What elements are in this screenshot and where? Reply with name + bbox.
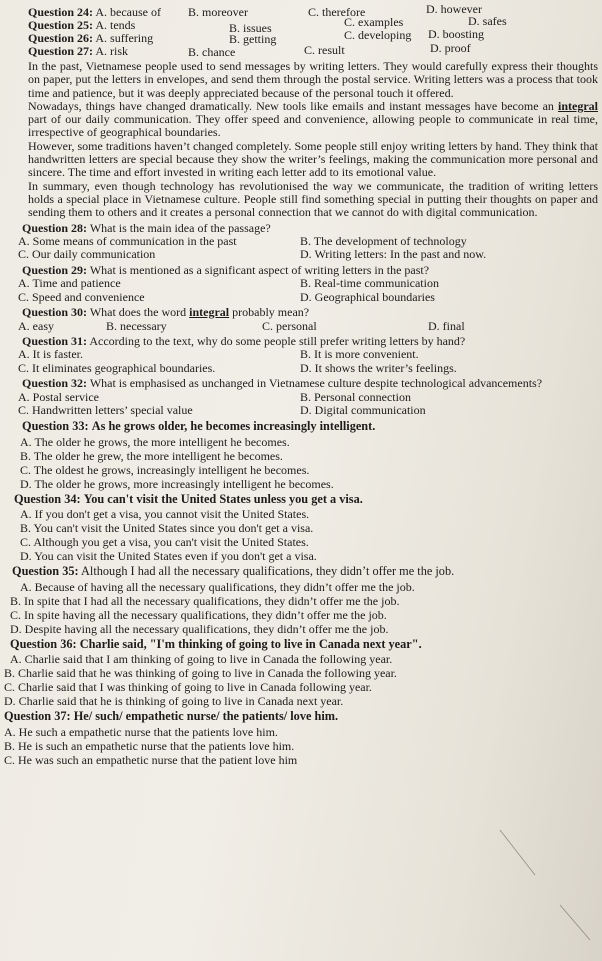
answer-rows bbox=[2, 2, 600, 59]
option-b: B. issues bbox=[229, 21, 272, 35]
question-37-option-c: C. He was such an empathetic nurse that the patient love him bbox=[4, 752, 298, 767]
option-d: D. safes bbox=[468, 14, 507, 28]
question-33-option-c: C. The oldest he grows, increasingly intelligent he becomes. bbox=[20, 462, 310, 477]
option-b: B. The development of technology bbox=[300, 234, 467, 249]
option-c: C. developing bbox=[344, 28, 412, 42]
option-a: A. risk bbox=[95, 44, 129, 58]
question-32-options-cd bbox=[10, 404, 600, 417]
question-33-option-a: A. The older he grows, the more intelligent he becomes. bbox=[20, 434, 290, 449]
option-b: B. Real-time communication bbox=[300, 276, 439, 291]
option-d: D. final bbox=[428, 318, 465, 333]
question-34-option-a: A. If you don't get a visa, you cannot visit the United States. bbox=[20, 507, 310, 522]
question-34-option-c: C. Although you get a visa, you can't visit the United States. bbox=[20, 535, 309, 550]
question-29-options-ab bbox=[10, 277, 600, 290]
exam-content bbox=[0, 2, 602, 961]
option-a: A. tends bbox=[95, 18, 136, 32]
passage-paragraph-3: However, some traditions haven’t changed completely. Some people still enjoy writing letters by hand. They think that handwritten letters are special because they show the writer’s feelings, making the communication more personal and sincere. The time and effort invested in writing each letter add to its emotional value. bbox=[28, 138, 598, 180]
question-37: Question 37: He/ such/ empathetic nurse/ the patients/ love him. bbox=[4, 709, 339, 724]
passage-paragraph-1: In the past, Vietnamese people used to send messages by writing letters. They would carefully express their thoughts on paper, put the letters in envelopes, and send them through the postal service. Writing letters was a process that took time and patience, but it was deeply appreciated because of the personal touch it offered. bbox=[28, 59, 598, 100]
question-37-option-b: B. He is such an empathetic nurse that the patients love him. bbox=[4, 738, 295, 753]
question-label: Question 25: bbox=[28, 18, 94, 32]
question-33: Question 33: As he grows older, he becomes increasingly intelligent. bbox=[22, 419, 376, 434]
question-29: Question 29: What is mentioned as a significant aspect of writing letters in the past? bbox=[22, 262, 430, 277]
option-a: A. Some means of communication in the past bbox=[18, 234, 237, 249]
question-36-option-b: B. Charlie said that he was thinking of going to live in Canada the following year. bbox=[4, 666, 397, 681]
question-28: Question 28: What is the main idea of the passage? bbox=[22, 220, 271, 235]
question-31: Question 31: According to the text, why do some people still prefer writing letters by hand? bbox=[22, 333, 466, 348]
question-36-option-a: A. Charlie said that I am thinking of going to live in Canada the following year. bbox=[10, 652, 393, 667]
question-31-options-ab bbox=[10, 348, 600, 361]
option-c: C. It eliminates geographical boundaries. bbox=[18, 360, 216, 375]
question-33-option-b: B. The older he grew, the more intelligent he becomes. bbox=[20, 448, 283, 463]
option-a: A. Time and patience bbox=[18, 276, 121, 291]
option-a: A. Postal service bbox=[18, 389, 99, 404]
question-36-option-d: D. Charlie said that he is thinking of going to live in Canada next year. bbox=[4, 694, 344, 709]
option-a: A. easy bbox=[18, 318, 54, 333]
passage-paragraph-2: Nowadays, things have changed dramatically. New tools like emails and instant messages have become an integral part of our daily communication. They offer speed and convenience, allowing people to communicate in real time, irrespective of geographical boundaries. bbox=[28, 98, 598, 140]
option-d: D. Digital communication bbox=[300, 402, 426, 417]
question-34: Question 34: You can't visit the United States unless you get a visa. bbox=[14, 491, 363, 506]
option-c: C. personal bbox=[262, 318, 317, 333]
option-d: D. Writing letters: In the past and now. bbox=[300, 247, 487, 262]
question-35-option-a: A. Because of having all the necessary qualifications, they didn’t offer me the job. bbox=[20, 579, 415, 594]
question-label: Question 24: bbox=[28, 5, 94, 19]
option-d: D. Geographical boundaries bbox=[300, 289, 435, 304]
question-37-option-a: A. He such a empathetic nurse that the patients love him. bbox=[4, 724, 278, 739]
option-d: D. boosting bbox=[428, 27, 485, 41]
option-a: A. It is faster. bbox=[18, 347, 83, 362]
question-34-option-d: D. You can visit the United States even if you don't get a visa. bbox=[20, 549, 317, 564]
question-32-options-ab bbox=[10, 391, 600, 404]
question-36-option-c: C. Charlie said that I was thinking of going to live in Canada following year. bbox=[4, 680, 372, 695]
reading-passage bbox=[2, 60, 600, 220]
option-b: B. chance bbox=[188, 45, 236, 59]
passage-paragraph-4: In summary, even though technology has revolutionised the way we communicate, the tradition of writing letters holds a special place in Vietnamese culture. People still find something special in putting their thoughts on paper and sending them to others and it creates a personal connection that we cannot do with digital communication. bbox=[28, 178, 598, 220]
option-b: B. Personal connection bbox=[300, 389, 411, 404]
option-c: C. Our daily communication bbox=[18, 247, 156, 262]
option-c: C. Handwritten letters’ special value bbox=[18, 402, 193, 417]
option-a: A. because of bbox=[95, 5, 161, 19]
question-28-options-ab bbox=[10, 235, 600, 248]
option-d: D. It shows the writer’s feelings. bbox=[300, 360, 457, 375]
option-b: B. It is more convenient. bbox=[300, 347, 419, 362]
question-label: Question 26: bbox=[28, 31, 94, 45]
question-label: Question 27: bbox=[28, 44, 94, 58]
question-30: Question 30: What does the word integral probably mean? bbox=[22, 304, 310, 319]
option-c: C. examples bbox=[344, 15, 404, 29]
question-32: Question 32: What is emphasised as unchanged in Vietnamese culture despite technological advancements? bbox=[22, 376, 543, 391]
option-b: B. getting bbox=[229, 32, 277, 46]
option-b: B. necessary bbox=[106, 318, 167, 333]
option-c: C. result bbox=[304, 43, 345, 57]
question-36: Question 36: Charlie said, "I'm thinking of going to live in Canada next year". bbox=[10, 636, 422, 651]
questions-section bbox=[2, 222, 600, 418]
option-a: A. suffering bbox=[95, 31, 154, 45]
sentence-questions bbox=[2, 419, 600, 767]
option-d: D. proof bbox=[430, 41, 471, 55]
question-29-options-cd bbox=[10, 291, 600, 304]
question-30-options bbox=[10, 320, 600, 333]
question-35-option-b: B. In spite that I had all the necessary qualifications, they didn’t offer me the job. bbox=[10, 593, 400, 608]
question-28-options-cd bbox=[10, 248, 600, 261]
integral-word: integral bbox=[558, 98, 598, 113]
question-33-option-d: D. The older he grows, more increasingly intelligent he becomes. bbox=[20, 476, 334, 491]
option-b: B. moreover bbox=[188, 5, 248, 19]
question-35: Question 35: Although I had all the necessary qualifications, they didn’t offer me the job. bbox=[12, 564, 455, 579]
option-d: D. however bbox=[426, 2, 482, 16]
answer-row-27 bbox=[2, 41, 600, 59]
question-34-option-b: B. You can't visit the United States since you don't get a visa. bbox=[20, 521, 314, 536]
option-c: C. Speed and convenience bbox=[18, 289, 145, 304]
option-c: C. therefore bbox=[308, 5, 366, 19]
question-31-options-cd bbox=[10, 362, 600, 375]
question-35-option-c: C. In spite having all the necessary qualifications, they didn’t offer me the job. bbox=[10, 607, 387, 622]
question-35-option-d: D. Despite having all the necessary qualifications, they didn’t offer me the job. bbox=[10, 621, 389, 636]
